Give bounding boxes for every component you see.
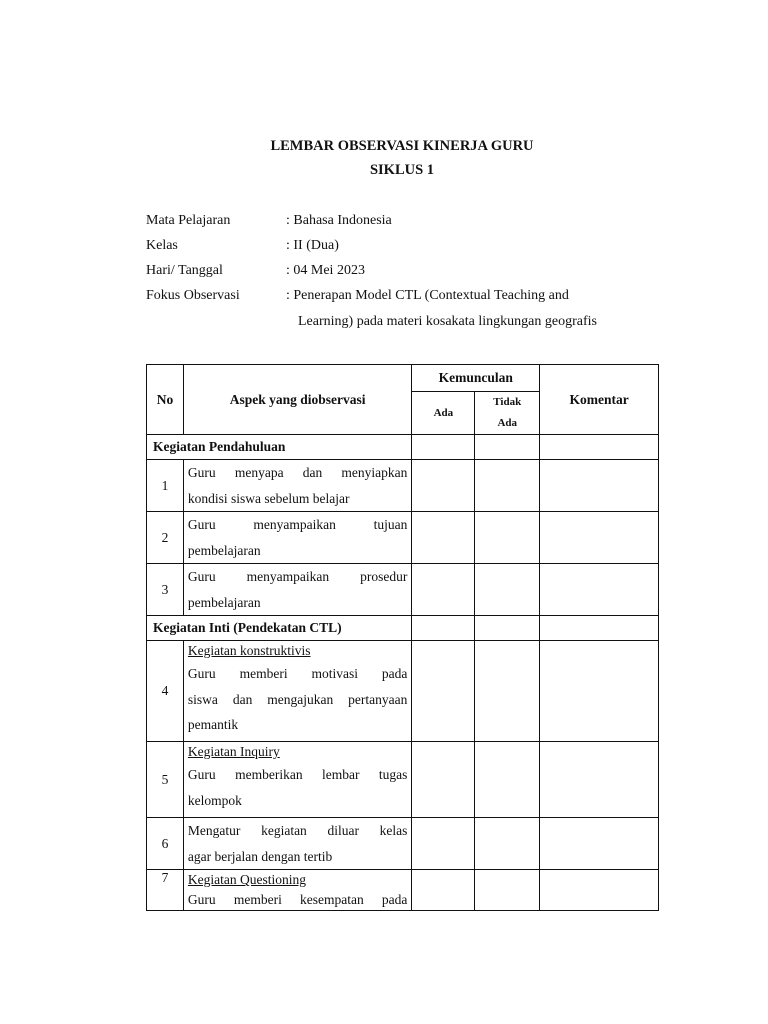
row-number: 1: [147, 460, 184, 512]
info-label: Hari/ Tanggal: [146, 263, 223, 278]
row-number: 7: [147, 870, 184, 911]
row-aspect: [183, 564, 411, 616]
ada-cell[interactable]: [412, 512, 475, 564]
aspect-line: Mengatur kegiatan diluar kelas: [187, 823, 408, 838]
komentar-cell[interactable]: [540, 641, 659, 742]
komentar-cell[interactable]: [540, 435, 659, 460]
document-title: LEMBAR OBSERVASI KINERJA GURU: [270, 138, 534, 154]
komentar-cell[interactable]: [540, 460, 659, 512]
aspect-subheading: Kegiatan Inquiry: [187, 744, 280, 759]
info-label: Fokus Observasi: [146, 288, 240, 303]
tidak-ada-cell[interactable]: [475, 641, 540, 742]
section-row: [147, 435, 659, 460]
header-tidak-ada-line2: Ada: [497, 417, 518, 429]
table-row: [147, 564, 659, 616]
info-value: : Penerapan Model CTL (Contextual Teaching and: [286, 288, 569, 303]
aspect-subheading: Kegiatan Questioning: [187, 872, 307, 887]
info-fokus-continuation: Learning) pada materi kosakata lingkungan geografis: [298, 314, 597, 329]
ada-cell[interactable]: [412, 641, 475, 742]
row-aspect: [183, 512, 411, 564]
row-number: 2: [147, 512, 184, 564]
aspect-line: pembelajaran: [187, 542, 261, 558]
observation-table: [146, 364, 659, 911]
row-aspect: [183, 641, 411, 742]
table-row: [147, 512, 659, 564]
aspect-line: kelompok: [187, 792, 242, 808]
aspect-line: pemantik: [187, 717, 239, 732]
ada-cell[interactable]: [412, 616, 475, 641]
header-tidak-ada-line1: Tidak: [493, 396, 522, 408]
komentar-cell[interactable]: [540, 616, 659, 641]
komentar-cell[interactable]: [540, 564, 659, 616]
section-inti: Kegiatan Inti (Pendekatan CTL): [147, 616, 412, 641]
tidak-ada-cell[interactable]: [475, 460, 540, 512]
info-value: : 04 Mei 2023: [286, 263, 365, 278]
row-number: 6: [147, 818, 184, 870]
header-no: No: [147, 365, 184, 435]
komentar-cell[interactable]: [540, 818, 659, 870]
ada-cell[interactable]: [412, 460, 475, 512]
aspect-subheading: Kegiatan konstruktivis: [187, 643, 311, 658]
ada-cell[interactable]: [412, 870, 475, 911]
header-ada: Ada: [412, 392, 475, 435]
aspect-line: Guru memberi kesempatan pada: [187, 892, 408, 907]
header-aspek: Aspek yang diobservasi: [183, 365, 411, 435]
komentar-cell[interactable]: [540, 512, 659, 564]
row-aspect: [183, 460, 411, 512]
row-aspect: [183, 742, 411, 818]
aspect-line: pembelajaran: [187, 594, 261, 610]
header-tidak-ada: [475, 392, 540, 435]
tidak-ada-cell[interactable]: [475, 512, 540, 564]
header-kemunculan: Kemunculan: [412, 365, 540, 392]
tidak-ada-cell[interactable]: [475, 435, 540, 460]
ada-cell[interactable]: [412, 564, 475, 616]
tidak-ada-cell[interactable]: [475, 616, 540, 641]
ada-cell[interactable]: [412, 742, 475, 818]
info-value: : Bahasa Indonesia: [286, 213, 392, 228]
ada-cell[interactable]: [412, 435, 475, 460]
table-row: [147, 641, 659, 742]
table-row: [147, 460, 659, 512]
info-label: Mata Pelajaran: [146, 213, 231, 228]
aspect-line: siswa dan mengajukan pertanyaan: [187, 691, 408, 707]
row-number: 4: [147, 641, 184, 742]
row-aspect: [183, 870, 411, 911]
aspect-line: kondisi siswa sebelum belajar: [187, 490, 350, 506]
table-row: [147, 818, 659, 870]
header-komentar: Komentar: [540, 365, 659, 435]
aspect-line: Guru memberi motivasi pada: [187, 666, 408, 681]
tidak-ada-cell[interactable]: [475, 564, 540, 616]
table-row: [147, 870, 659, 911]
komentar-cell[interactable]: [540, 870, 659, 911]
row-aspect: [183, 818, 411, 870]
aspect-line: Guru memberikan lembar tugas: [187, 767, 408, 782]
section-row: [147, 616, 659, 641]
komentar-cell[interactable]: [540, 742, 659, 818]
aspect-line: Guru menyapa dan menyiapkan: [187, 465, 408, 480]
table-row: [147, 742, 659, 818]
aspect-line: Guru menyampaikan tujuan: [187, 517, 408, 532]
document-subtitle: SIKLUS 1: [369, 162, 435, 178]
row-number: 3: [147, 564, 184, 616]
row-number: 5: [147, 742, 184, 818]
aspect-line: agar berjalan dengan tertib: [187, 848, 333, 864]
aspect-line: Guru menyampaikan prosedur: [187, 569, 408, 584]
info-label: Kelas: [146, 238, 178, 253]
tidak-ada-cell[interactable]: [475, 742, 540, 818]
info-value: : II (Dua): [286, 238, 339, 253]
section-pendahuluan: Kegiatan Pendahuluan: [147, 435, 412, 460]
ada-cell[interactable]: [412, 818, 475, 870]
tidak-ada-cell[interactable]: [475, 818, 540, 870]
tidak-ada-cell[interactable]: [475, 870, 540, 911]
